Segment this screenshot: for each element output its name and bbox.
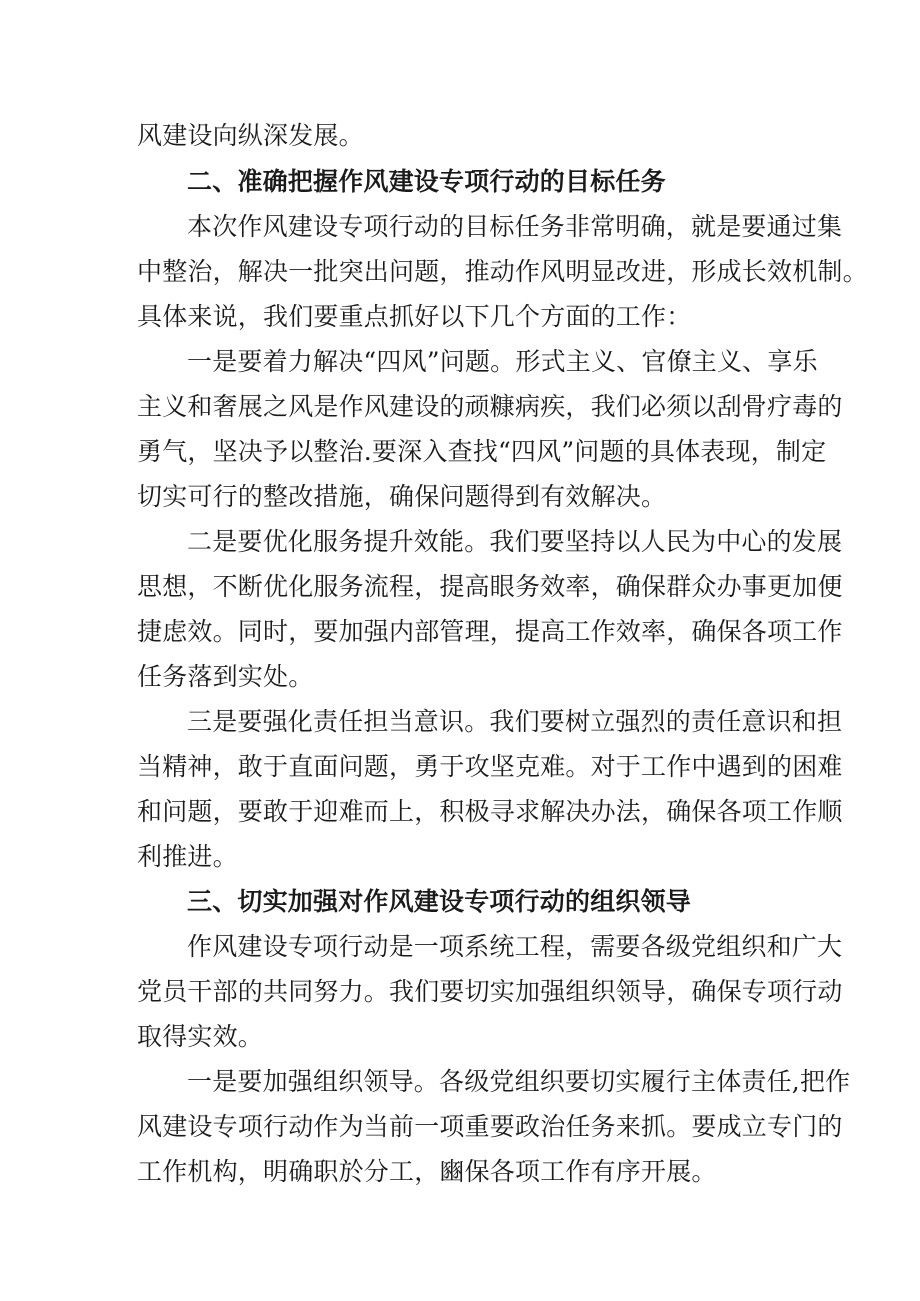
- text-line-12: 捷虑效。同时，要加强内部管理，提高工作效率，确保各项工作: [137, 617, 843, 646]
- text-line-24: 工作机构，明确职於分工，豳保各项工作有序开展。: [137, 1157, 717, 1186]
- text-line-7: 主义和奢展之风是作风建设的顽糠病疾，我们必须以刮骨疗毒的: [137, 392, 843, 421]
- section-heading-3: 三、切实加强对作风建设专项行动的组织领导: [187, 887, 692, 916]
- text-line-10: 二是要优化服务提升效能。我们要坚持以人民为中心的发展: [187, 527, 843, 556]
- text-line-19: 作风建设专项行动是一项系统工程，需要各级党组织和广大: [187, 932, 843, 961]
- text-line-21: 取得实效。: [137, 1022, 264, 1051]
- text-line-16: 和问题，要敢于迎难而上，积极寻求解决办法，确保各项工作顺: [137, 797, 843, 826]
- text-line-13: 任务落到实处。: [137, 662, 314, 691]
- text-line-17: 利推进。: [137, 842, 238, 871]
- text-line-11: 思想，不断优化服务流程，提高眼务效率，确保群众办事更加便: [137, 572, 843, 601]
- text-line-20: 党员干部的共同努力。我们要切实加强组织领导，确保专项行动: [137, 977, 843, 1006]
- text-line-14: 三是要强化责任担当意识。我们要树立强烈的责任意识和担: [187, 707, 843, 736]
- text-line-3: 本次作风建设专项行动的目标任务非常明确，就是要通过集: [187, 212, 843, 241]
- text-line-1: 风建设向纵深发展。: [137, 121, 364, 150]
- text-line-6: 一是要着力解决“四风”问题。形式主义、官僚主义、享乐: [187, 347, 818, 376]
- text-line-22: 一是要加强组织领导。各级党组织要切实履行主体责任,把作: [187, 1067, 851, 1096]
- text-line-4: 中整治，解决一批突出问题，推动作风明显改进，形成长效机制。: [137, 257, 868, 286]
- text-line-5: 具体来说，我们要重点抓好以下几个方面的工作：: [137, 302, 692, 331]
- text-line-15: 当精神，敢于直面问题，勇于攻坚克难。对于工作中遇到的困难: [137, 752, 843, 781]
- text-line-9: 切实可行的整改措施，确保问题得到有效解决。: [137, 482, 667, 511]
- section-heading-2: 二、准确把握作风建设专项行动的目标任务: [187, 167, 666, 196]
- text-line-23: 风建设专项行动作为当前一项重要政治任务来抓。要成立专门的: [137, 1112, 843, 1141]
- text-line-8: 勇气，坚决予以整治.要深入查找“四风”问题的具体表现，制定: [137, 437, 827, 466]
